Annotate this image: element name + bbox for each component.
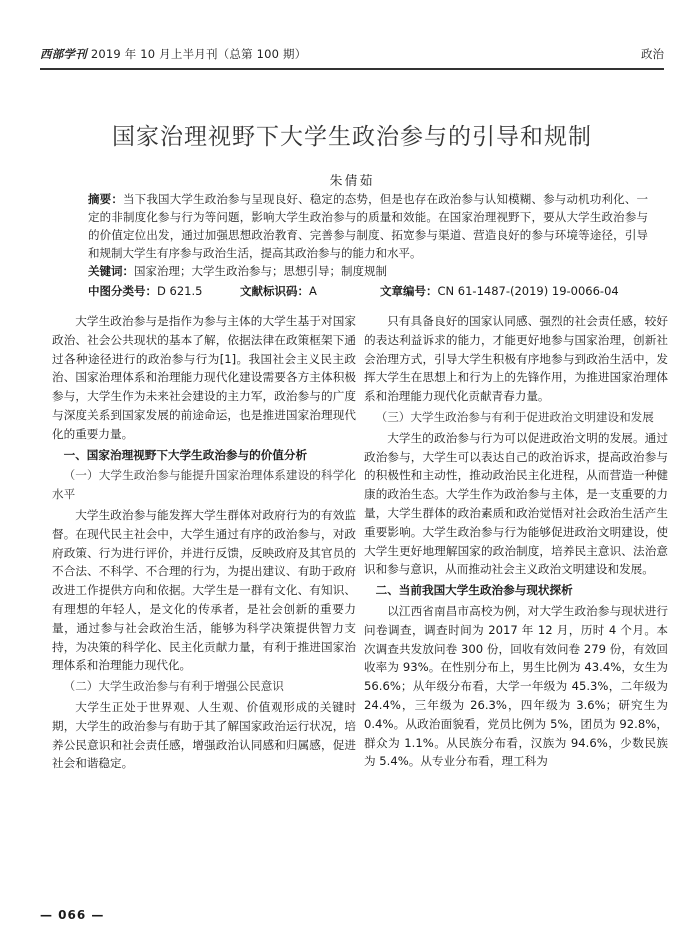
body-column-right [364, 312, 668, 771]
doc-code-value: A [309, 284, 317, 298]
keywords [88, 262, 648, 280]
paragraph: 只有具备良好的国家认同感、强烈的社会责任感，较好的表达利益诉求的能力，才能更好地参与国家治理，创新社会治理方式，引导大学生积极有序地参与到政治生活中，发挥大学生在思想上和行为上的先锋作用，为推进国家治理体系和治理能力现代化贡献青春力量。 [364, 314, 668, 404]
paragraph: 大学生政治参与能发挥大学生群体对政府行为的有效监督。在现代民主社会中，大学生通过有序的政治参与，对政府政策、行为进行评价，并进行反馈，反映政府及其官员的不合法、不科学、不合理的行为，为提出建议、有助于政府改进工作提供方向和依据。大学生是一群有文化、有知识、有理想的年轻人，是文化的传承者，是社会创新的重要力量，通过参与社会政治生活，能够为科学决策提供智力支持，为决策的科学化、民主化贡献力量，有利于推进国家治理体系和治理能力现代化。 [52, 507, 356, 673]
paragraph: 以江西省南昌市高校为例，对大学生政治参与现状进行问卷调查，调查时间为 2017 年 12 月，历时 4 个月。本次调查共发放问卷 300 份，回收有效问卷 279 份，有效回收率为 93%。在性别分布上，男生比例为 43.4%，女生为 56.6%；从年级分布看，大学一年级为 45.3%，二年级为 24.4%，三年级为 26.3%，四年级为 3.6%；研究生为 0.4%。从政治面貌看，党员比例为 5%，团员为 92.8%，群众为 1.1%。从民族分布看，汉族为 94.6%，少数民族为 5.4%。从专业分布看，理工科为 [364, 603, 668, 769]
keywords-label: 关键词： [88, 264, 134, 278]
section-heading: 二、当前我国大学生政治参与现状探析 [375, 583, 573, 598]
article-number [380, 282, 619, 300]
subsection-heading: （三）大学生政治参与有利于促进政治文明建设和发展 [375, 409, 654, 424]
page-number: — 066 — [40, 908, 105, 922]
paragraph: 大学生政治参与是指作为参与主体的大学生基于对国家政治、社会公共现状的基本了解，依据法律在政策框架下通过各种途径进行的政治参与行为[1]。我国社会主义民主政治、国家治理体系和治理能力现代化建设需要各方主体积极参与，大学生作为未来社会建设的主力军，政治参与的广度与深度关系到国家发展的前途命运，也是推进国家治理现代化的重要力量。 [52, 314, 356, 441]
abstract-label: 摘要： [88, 192, 124, 206]
clc-label: 中图分类号： [88, 284, 157, 298]
subsection-heading: （二）大学生政治参与有利于增强公民意识 [63, 679, 284, 694]
section-label: 政治 [641, 47, 664, 61]
section-heading: 一、国家治理视野下大学生政治参与的价值分析 [63, 447, 308, 462]
header-rule [40, 68, 664, 70]
article-no-value: CN 61-1487-(2019) 19-0066-04 [437, 284, 619, 298]
clc-number [88, 282, 202, 300]
paragraph: 大学生正处于世界观、人生观、价值观形成的关键时期，大学生的政治参与有助于其了解国家政治运行状况，培养公民意识和社会责任感，增强政治认同感和归属感，促进社会和谐稳定。 [52, 699, 356, 771]
issue-info: 2019 年 10 月上半月刊（总第 100 期） [90, 47, 307, 61]
subsection-heading: （一）大学生政治参与能提升国家治理体系建设的科学化水平 [52, 468, 356, 502]
keywords-text: 国家治理；大学生政治参与；思想引导；制度规制 [134, 264, 387, 278]
journal-logo: 西部学刊 [40, 47, 87, 61]
author-name: 朱倩茹 [329, 174, 375, 189]
doc-code-label: 文献标识码： [240, 284, 309, 298]
abstract-text: 当下我国大学生政治参与呈现良好、稳定的态势，但是也存在政治参与认知模糊、参与动机功利化、一定的非制度化参与行为等问题，影响大学生政治参与的质量和效能。在国家治理视野下，要从大学生政治参与的价值定位出发，通过加强思想政治教育、完善参与制度、拓宽参与渠道、营造良好的参与环境等途径，引导和规制大学生有序参与政治生活，提高其政治参与的能力和水平。 [88, 192, 648, 260]
running-header [40, 42, 664, 66]
article-title: 国家治理视野下大学生政治参与的引导和规制 [112, 124, 592, 150]
abstract [88, 190, 648, 262]
journal-info [40, 46, 306, 62]
clc-value: D 621.5 [157, 284, 203, 298]
document-code [240, 282, 317, 300]
paragraph: 大学生的政治参与行为可以促进政治文明的发展。通过政治参与，大学生可以表达自己的政治诉求，提高政治参与的积极性和主动性，推动政治民主化进程，从而营造一种健康的政治生态。大学生作为政治参与主体，是一支重要的力量，大学生群体的政治素质和政治觉悟对社会政治生活产生重要影响。大学生政治参与行为能够促进政治文明建设，使大学生更好地理解国家的政治制度，培养民主意识、法治意识和参与意识，从而推动社会主义政治文明建设和发展。 [364, 430, 668, 577]
article-no-label: 文章编号： [380, 284, 438, 298]
body-column-left [52, 312, 356, 773]
